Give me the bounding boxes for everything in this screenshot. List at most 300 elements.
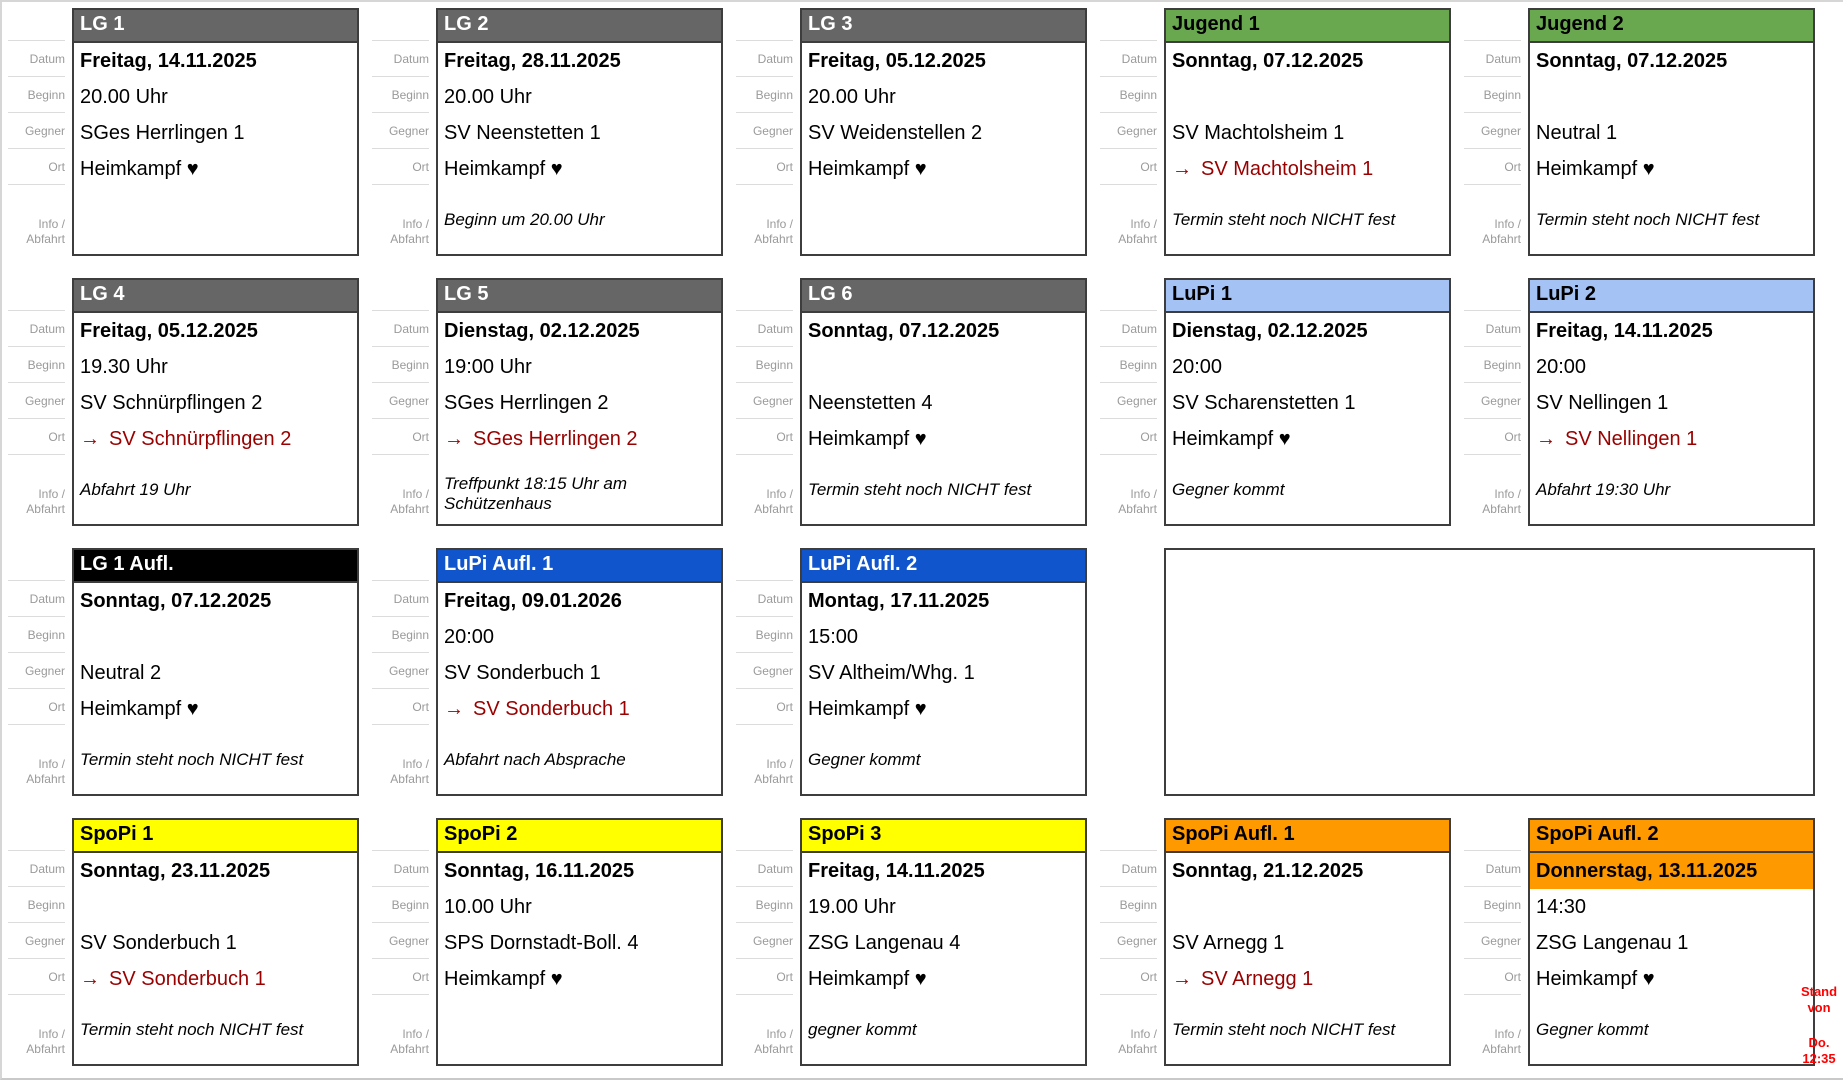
row-label-gegner: Gegner xyxy=(736,383,793,419)
row-label-gutter xyxy=(8,818,72,1066)
row-label-info-abfahrt xyxy=(1464,217,1521,256)
ort-text: SV Schnürpflingen 2 xyxy=(109,427,292,450)
row-label-info-abfahrt xyxy=(372,487,429,526)
card-title: Jugend 1 xyxy=(1166,10,1449,43)
ort-text: SV Sonderbuch 1 xyxy=(109,967,266,990)
match-card-slot xyxy=(8,818,359,1066)
row-label-info-line1: Info / xyxy=(38,216,65,231)
row-label-info-line2: Abfahrt xyxy=(26,1042,65,1057)
row-label-gegner: Gegner xyxy=(1464,113,1521,149)
row-label-gutter xyxy=(8,8,72,256)
row-label-beginn: Beginn xyxy=(1464,347,1521,383)
row-label-info-line1: Info / xyxy=(38,756,65,771)
match-card xyxy=(1528,278,1815,526)
match-card-slot xyxy=(1464,8,1815,256)
row-label-gegner: Gegner xyxy=(736,113,793,149)
gegner-value: SV Arnegg 1 xyxy=(1172,931,1285,954)
match-card-slot xyxy=(372,278,723,526)
row-label-beginn: Beginn xyxy=(736,347,793,383)
beginn-value: 20.00 Uhr xyxy=(80,85,168,108)
ort-text: SV Machtolsheim 1 xyxy=(1201,157,1374,180)
row-label-gegner: Gegner xyxy=(1100,383,1157,419)
row-label-info-line1: Info / xyxy=(1494,1026,1521,1041)
row-label-info-line2: Abfahrt xyxy=(390,772,429,787)
gutter-header-spacer xyxy=(8,548,65,581)
ort-text: SGes Herrlingen 2 xyxy=(473,427,638,450)
row-label-gutter xyxy=(372,818,436,1066)
row-label-info-line1: Info / xyxy=(766,756,793,771)
row-label-ort: Ort xyxy=(8,419,65,455)
ort-text: Heimkampf ♥ xyxy=(1172,427,1291,450)
gutter-header-spacer xyxy=(372,278,429,311)
info-value: Beginn um 20.00 Uhr xyxy=(444,210,605,229)
row-label-ort: Ort xyxy=(372,689,429,725)
gutter-header-spacer xyxy=(372,8,429,41)
row-label-info-abfahrt xyxy=(736,1027,793,1066)
ort-value xyxy=(802,961,1085,997)
ort-value xyxy=(438,151,721,187)
row-label-ort: Ort xyxy=(1100,959,1157,995)
row-label-info-line1: Info / xyxy=(402,1026,429,1041)
match-card-slot xyxy=(8,548,359,796)
match-card xyxy=(1164,278,1451,526)
ort-value xyxy=(438,961,721,997)
datum-value: Montag, 17.11.2025 xyxy=(808,589,990,612)
info-value: Termin steht noch NICHT fest xyxy=(80,1020,304,1039)
card-title: LG 5 xyxy=(438,280,721,313)
row-label-gegner: Gegner xyxy=(1100,923,1157,959)
row-label-info-line1: Info / xyxy=(402,216,429,231)
gutter-header-spacer xyxy=(372,818,429,851)
row-label-datum: Datum xyxy=(1464,851,1521,887)
stand-note-line: 12:35 xyxy=(1802,1050,1836,1066)
card-title: LuPi 1 xyxy=(1166,280,1449,313)
beginn-value xyxy=(74,889,357,925)
ort-text: Heimkampf ♥ xyxy=(808,697,927,720)
match-card xyxy=(800,548,1087,796)
row-label-gegner: Gegner xyxy=(372,923,429,959)
row-label-gutter xyxy=(1464,8,1528,256)
empty-card-placeholder xyxy=(1164,548,1815,796)
row-label-beginn: Beginn xyxy=(736,617,793,653)
row-label-beginn: Beginn xyxy=(372,887,429,923)
row-label-ort: Ort xyxy=(372,959,429,995)
gutter-header-spacer xyxy=(736,818,793,851)
gegner-value: SV Weidenstellen 2 xyxy=(808,121,983,144)
info-value: Termin steht noch NICHT fest xyxy=(1172,1020,1396,1039)
gegner-value: SV Schnürpflingen 2 xyxy=(80,391,263,414)
match-card-slot xyxy=(736,548,1087,796)
row-label-info-abfahrt xyxy=(372,757,429,796)
row-label-info-line2: Abfahrt xyxy=(754,232,793,247)
match-card-slot xyxy=(736,8,1087,256)
row-label-info-abfahrt xyxy=(8,487,65,526)
gutter-header-spacer xyxy=(372,548,429,581)
info-value: gegner kommt xyxy=(808,1020,917,1039)
row-label-datum: Datum xyxy=(372,581,429,617)
gegner-value: SV Sonderbuch 1 xyxy=(444,661,601,684)
row-label-info-line1: Info / xyxy=(766,216,793,231)
beginn-value: 14:30 xyxy=(1536,895,1587,918)
row-label-datum: Datum xyxy=(372,41,429,77)
gegner-value: ZSG Langenau 1 xyxy=(1536,931,1689,954)
row-label-beginn: Beginn xyxy=(1464,77,1521,113)
row-label-info-abfahrt xyxy=(8,217,65,256)
stand-note-line: Stand xyxy=(1800,984,1838,999)
datum-value: Sonntag, 16.11.2025 xyxy=(444,859,635,882)
ort-value xyxy=(1166,151,1449,187)
row-label-info-abfahrt xyxy=(736,757,793,796)
status-stand-note xyxy=(1796,984,1842,1067)
row-label-info-line1: Info / xyxy=(766,486,793,501)
gegner-value: SV Scharenstetten 1 xyxy=(1172,391,1356,414)
ort-text: Heimkampf ♥ xyxy=(1536,967,1655,990)
match-card xyxy=(1528,8,1815,256)
ort-text: Heimkampf ♥ xyxy=(808,157,927,180)
row-label-gegner: Gegner xyxy=(8,653,65,689)
away-arrow-icon: → xyxy=(1172,967,1192,990)
card-title: SpoPi 2 xyxy=(438,820,721,853)
beginn-value: 20.00 Uhr xyxy=(808,85,896,108)
card-title: LG 3 xyxy=(802,10,1085,43)
datum-value: Freitag, 14.11.2025 xyxy=(1536,319,1713,342)
match-card-slot xyxy=(372,818,723,1066)
datum-value: Freitag, 28.11.2025 xyxy=(444,49,621,72)
gutter-header-spacer xyxy=(1100,818,1157,851)
row-label-beginn: Beginn xyxy=(372,77,429,113)
beginn-value: 19.00 Uhr xyxy=(808,895,896,918)
info-value: Gegner kommt xyxy=(1172,480,1285,499)
row-label-info-line2: Abfahrt xyxy=(390,502,429,517)
info-value: Gegner kommt xyxy=(808,750,921,769)
info-value: Abfahrt 19 Uhr xyxy=(80,480,191,499)
row-label-ort: Ort xyxy=(1464,419,1521,455)
datum-value: Donnerstag, 13.11.2025 xyxy=(1530,853,1813,889)
row-label-info-line2: Abfahrt xyxy=(390,1042,429,1057)
row-label-beginn: Beginn xyxy=(1100,887,1157,923)
row-label-info-abfahrt xyxy=(372,1027,429,1066)
match-card xyxy=(800,818,1087,1066)
gegner-value: ZSG Langenau 4 xyxy=(808,931,961,954)
match-card xyxy=(72,548,359,796)
row-label-ort: Ort xyxy=(1100,149,1157,185)
match-card xyxy=(72,8,359,256)
info-value xyxy=(802,208,1085,254)
row-label-datum: Datum xyxy=(8,311,65,347)
gutter-header-spacer xyxy=(1464,8,1521,41)
datum-value: Freitag, 09.01.2026 xyxy=(444,589,622,612)
row-label-gutter xyxy=(372,278,436,526)
row-label-datum: Datum xyxy=(1100,851,1157,887)
info-value: Termin steht noch NICHT fest xyxy=(1536,210,1760,229)
row-label-info-line1: Info / xyxy=(1494,486,1521,501)
row-label-datum: Datum xyxy=(736,311,793,347)
row-label-beginn: Beginn xyxy=(1100,77,1157,113)
match-card-slot xyxy=(8,8,359,256)
match-card xyxy=(436,818,723,1066)
card-title: SpoPi 3 xyxy=(802,820,1085,853)
row-label-info-abfahrt xyxy=(1100,487,1157,526)
row-label-beginn: Beginn xyxy=(1100,347,1157,383)
beginn-value xyxy=(802,349,1085,385)
row-label-ort: Ort xyxy=(736,689,793,725)
ort-value xyxy=(1166,961,1449,997)
datum-value: Sonntag, 07.12.2025 xyxy=(80,589,272,612)
gegner-value: SPS Dornstadt-Boll. 4 xyxy=(444,931,639,954)
gegner-value: SV Machtolsheim 1 xyxy=(1172,121,1345,144)
row-label-gegner: Gegner xyxy=(8,113,65,149)
row-label-beginn: Beginn xyxy=(372,617,429,653)
row-label-gutter xyxy=(8,278,72,526)
row-label-gutter xyxy=(1100,8,1164,256)
info-value: Abfahrt 19:30 Uhr xyxy=(1536,480,1671,499)
row-label-gutter xyxy=(1100,278,1164,526)
match-card xyxy=(800,278,1087,526)
row-label-gutter xyxy=(1464,818,1528,1066)
gutter-header-spacer xyxy=(8,278,65,311)
row-label-datum: Datum xyxy=(372,311,429,347)
row-label-gegner: Gegner xyxy=(736,653,793,689)
ort-value xyxy=(1166,421,1449,457)
row-label-datum: Datum xyxy=(8,581,65,617)
row-label-info-line2: Abfahrt xyxy=(754,772,793,787)
datum-value: Dienstag, 02.12.2025 xyxy=(444,319,640,342)
row-label-datum: Datum xyxy=(1100,41,1157,77)
row-label-info-line2: Abfahrt xyxy=(26,232,65,247)
stand-note-line: von xyxy=(1807,1000,1831,1016)
row-label-beginn: Beginn xyxy=(736,77,793,113)
away-arrow-icon: → xyxy=(444,427,464,450)
datum-value: Sonntag, 21.12.2025 xyxy=(1172,859,1364,882)
row-label-info-line2: Abfahrt xyxy=(1482,232,1521,247)
datum-value: Freitag, 14.11.2025 xyxy=(808,859,985,882)
row-label-ort: Ort xyxy=(736,959,793,995)
row-label-info-line2: Abfahrt xyxy=(1482,1042,1521,1057)
row-label-datum: Datum xyxy=(1100,311,1157,347)
info-value: Termin steht noch NICHT fest xyxy=(80,750,304,769)
row-label-gutter xyxy=(736,8,800,256)
row-label-info-line1: Info / xyxy=(1130,216,1157,231)
row-label-gutter xyxy=(372,8,436,256)
row-label-info-line1: Info / xyxy=(38,486,65,501)
datum-value: Sonntag, 07.12.2025 xyxy=(808,319,1000,342)
row-label-gutter xyxy=(1100,818,1164,1066)
gutter-header-spacer xyxy=(1100,278,1157,311)
row-label-gegner: Gegner xyxy=(8,383,65,419)
row-label-info-abfahrt xyxy=(1464,1027,1521,1066)
ort-value xyxy=(1530,421,1813,457)
row-label-beginn: Beginn xyxy=(1464,887,1521,923)
gegner-value: SV Nellingen 1 xyxy=(1536,391,1669,414)
card-title: LG 6 xyxy=(802,280,1085,313)
ort-value xyxy=(74,691,357,727)
beginn-value: 19:00 Uhr xyxy=(444,355,532,378)
ort-value xyxy=(802,151,1085,187)
row-label-datum: Datum xyxy=(8,851,65,887)
card-title: LG 1 xyxy=(74,10,357,43)
ort-value xyxy=(438,691,721,727)
row-label-info-line2: Abfahrt xyxy=(1118,502,1157,517)
row-label-datum: Datum xyxy=(736,41,793,77)
card-title: LG 2 xyxy=(438,10,721,43)
row-label-gegner: Gegner xyxy=(8,923,65,959)
info-value: Treffpunkt 18:15 Uhr am Schützenhaus xyxy=(444,473,627,513)
ort-value xyxy=(1530,151,1813,187)
info-value: Abfahrt nach Absprache xyxy=(444,750,626,769)
row-label-gegner: Gegner xyxy=(372,653,429,689)
card-title: LG 1 Aufl. xyxy=(74,550,357,583)
info-value: Termin steht noch NICHT fest xyxy=(808,480,1032,499)
gutter-header-spacer xyxy=(8,818,65,851)
datum-value: Freitag, 14.11.2025 xyxy=(80,49,257,72)
match-card xyxy=(436,278,723,526)
row-label-info-line2: Abfahrt xyxy=(1118,232,1157,247)
ort-text: SV Arnegg 1 xyxy=(1201,967,1314,990)
ort-text: SV Nellingen 1 xyxy=(1565,427,1698,450)
away-arrow-icon: → xyxy=(80,967,100,990)
card-title: SpoPi Aufl. 2 xyxy=(1530,820,1813,853)
ort-value xyxy=(802,421,1085,457)
beginn-value: 15:00 xyxy=(808,625,859,648)
away-arrow-icon: → xyxy=(1536,427,1556,450)
match-card-slot xyxy=(736,278,1087,526)
gutter-header-spacer xyxy=(1464,818,1521,851)
match-card-slot xyxy=(372,8,723,256)
row-label-gegner: Gegner xyxy=(1464,923,1521,959)
row-label-datum: Datum xyxy=(736,581,793,617)
ort-text: Heimkampf ♥ xyxy=(80,697,199,720)
stand-note-line: Do. xyxy=(1808,1034,1830,1050)
gegner-value: SGes Herrlingen 2 xyxy=(444,391,609,414)
row-label-ort: Ort xyxy=(736,419,793,455)
row-label-ort: Ort xyxy=(372,149,429,185)
row-label-info-line1: Info / xyxy=(402,486,429,501)
row-label-datum: Datum xyxy=(736,851,793,887)
beginn-value: 20:00 xyxy=(1172,355,1223,378)
row-label-beginn: Beginn xyxy=(8,347,65,383)
beginn-value xyxy=(1166,889,1449,925)
row-label-beginn: Beginn xyxy=(736,887,793,923)
card-title: LuPi Aufl. 2 xyxy=(802,550,1085,583)
ort-value xyxy=(802,691,1085,727)
gutter-header-spacer xyxy=(1100,8,1157,41)
match-card-slot xyxy=(8,278,359,526)
ort-text: Heimkampf ♥ xyxy=(444,967,563,990)
card-title: LuPi 2 xyxy=(1530,280,1813,313)
info-value xyxy=(74,208,357,254)
row-label-info-line2: Abfahrt xyxy=(26,502,65,517)
row-label-info-abfahrt xyxy=(1100,1027,1157,1066)
row-label-info-line2: Abfahrt xyxy=(754,1042,793,1057)
beginn-value: 10.00 Uhr xyxy=(444,895,532,918)
gutter-header-spacer xyxy=(736,8,793,41)
row-label-gegner: Gegner xyxy=(372,383,429,419)
row-label-datum: Datum xyxy=(8,41,65,77)
gegner-value: SV Sonderbuch 1 xyxy=(80,931,237,954)
datum-value: Sonntag, 07.12.2025 xyxy=(1536,49,1728,72)
datum-value: Dienstag, 02.12.2025 xyxy=(1172,319,1368,342)
match-card-slot xyxy=(1464,278,1815,526)
row-label-gutter xyxy=(736,278,800,526)
datum-value: Freitag, 05.12.2025 xyxy=(80,319,258,342)
match-card xyxy=(72,278,359,526)
row-label-info-line2: Abfahrt xyxy=(1118,1042,1157,1057)
row-label-info-line2: Abfahrt xyxy=(26,772,65,787)
row-label-info-line1: Info / xyxy=(1130,486,1157,501)
match-card-slot xyxy=(1100,818,1451,1066)
ort-value xyxy=(74,961,357,997)
row-label-gutter xyxy=(372,548,436,796)
row-label-datum: Datum xyxy=(1464,41,1521,77)
row-label-info-abfahrt xyxy=(372,217,429,256)
row-label-gegner: Gegner xyxy=(372,113,429,149)
row-label-beginn: Beginn xyxy=(8,77,65,113)
row-label-beginn: Beginn xyxy=(8,617,65,653)
row-label-ort: Ort xyxy=(736,149,793,185)
ort-value xyxy=(74,151,357,187)
row-label-info-line1: Info / xyxy=(402,756,429,771)
row-label-gutter xyxy=(8,548,72,796)
row-label-gutter xyxy=(736,548,800,796)
row-label-gutter xyxy=(736,818,800,1066)
ort-text: SV Sonderbuch 1 xyxy=(473,697,630,720)
row-label-info-abfahrt xyxy=(8,1027,65,1066)
row-label-gegner: Gegner xyxy=(1464,383,1521,419)
row-label-ort: Ort xyxy=(8,959,65,995)
beginn-value xyxy=(1530,79,1813,115)
row-label-datum: Datum xyxy=(1464,311,1521,347)
row-label-info-line1: Info / xyxy=(1130,1026,1157,1041)
gutter-header-spacer xyxy=(1464,278,1521,311)
card-title: Jugend 2 xyxy=(1530,10,1813,43)
row-label-info-line2: Abfahrt xyxy=(1482,502,1521,517)
row-label-info-abfahrt xyxy=(1464,487,1521,526)
match-card xyxy=(436,8,723,256)
match-card xyxy=(1164,818,1451,1066)
card-title: SpoPi 1 xyxy=(74,820,357,853)
gegner-value: SV Neenstetten 1 xyxy=(444,121,601,144)
beginn-value: 19.30 Uhr xyxy=(80,355,168,378)
ort-text: Heimkampf ♥ xyxy=(1536,157,1655,180)
ort-value xyxy=(1530,961,1813,997)
card-title: SpoPi Aufl. 1 xyxy=(1166,820,1449,853)
info-value: Termin steht noch NICHT fest xyxy=(1172,210,1396,229)
row-label-beginn: Beginn xyxy=(8,887,65,923)
row-label-info-line2: Abfahrt xyxy=(390,232,429,247)
ort-value xyxy=(438,421,721,457)
away-arrow-icon: → xyxy=(80,427,100,450)
row-label-info-line1: Info / xyxy=(1494,216,1521,231)
ort-text: Heimkampf ♥ xyxy=(808,967,927,990)
row-label-info-line2: Abfahrt xyxy=(754,502,793,517)
row-label-info-abfahrt xyxy=(8,757,65,796)
match-card-slot xyxy=(1100,8,1451,256)
gegner-value: Neutral 2 xyxy=(80,661,162,684)
row-label-beginn: Beginn xyxy=(372,347,429,383)
gegner-value: Neutral 1 xyxy=(1536,121,1618,144)
gegner-value: Neenstetten 4 xyxy=(808,391,933,414)
datum-value: Freitag, 05.12.2025 xyxy=(808,49,986,72)
away-arrow-icon: → xyxy=(1172,157,1192,180)
match-card xyxy=(72,818,359,1066)
row-label-datum: Datum xyxy=(372,851,429,887)
beginn-value: 20:00 xyxy=(1536,355,1587,378)
row-label-ort: Ort xyxy=(8,689,65,725)
gegner-value: SGes Herrlingen 1 xyxy=(80,121,245,144)
gutter-header-spacer xyxy=(736,278,793,311)
row-label-info-abfahrt xyxy=(1100,217,1157,256)
card-title: LuPi Aufl. 1 xyxy=(438,550,721,583)
